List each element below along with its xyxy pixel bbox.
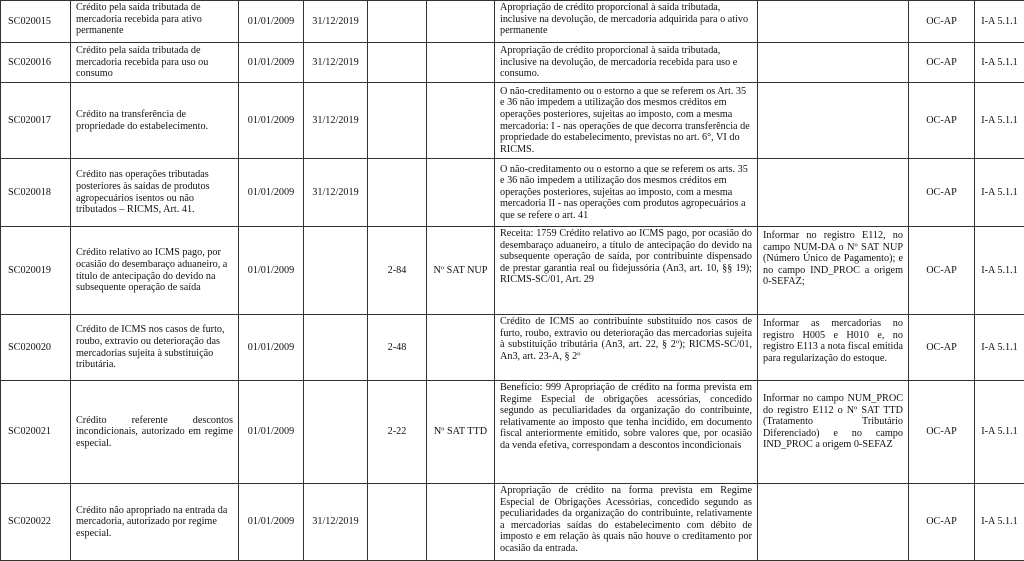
sat-cell [427, 159, 495, 227]
end-date-cell: 31/12/2019 [304, 159, 368, 227]
description-cell: Crédito de ICMS nos casos de furto, roubo, extravio ou deterioração das mercadorias sujeita à substituição tributária. [71, 315, 239, 381]
legal-basis-cell: Receita: 1759 Crédito relativo ao ICMS pago, por ocasião do desembaraço aduaneiro, a título de antecipação do devido na subsequente operação de saída, por contribuinte dispensado de prestar garantia real ou fidejussória (An3, art. 10, §§ 19); RICMS-SC/01, Art. 29 [495, 227, 758, 315]
ap-cell: OC-AP [909, 484, 975, 561]
sat-cell: Nº SAT TTD [427, 381, 495, 484]
table-row [1, 315, 1024, 381]
reference-cell: I-A 5.1.1 [975, 381, 1024, 484]
start-date-cell: 01/01/2009 [239, 315, 304, 381]
description-cell: Crédito pela saída tributada de mercadoria recebida para uso ou consumo [71, 43, 239, 83]
notes-cell: Informar as mercadorias no registro H005 e H010 e, no registro E113 a nota fiscal emitida para regularização do estoque. [758, 315, 909, 381]
legal-basis-cell: Apropriação de crédito proporcional à saída tributada, inclusive na devolução, de mercadoria recebida para uso e consumo. [495, 43, 758, 83]
start-date-cell: 01/01/2009 [239, 381, 304, 484]
end-date-cell: 31/12/2019 [304, 484, 368, 561]
code-cell: SC020018 [1, 159, 71, 227]
ap-cell: OC-AP [909, 43, 975, 83]
gia-code-cell [368, 83, 427, 159]
reference-cell: I-A 5.1.1 [975, 43, 1024, 83]
start-date-cell: 01/01/2009 [239, 159, 304, 227]
code-cell: SC020021 [1, 381, 71, 484]
ap-cell: OC-AP [909, 315, 975, 381]
description-cell: Crédito pela saída tributada de mercadoria recebida para ativo permanente [71, 1, 239, 43]
end-date-cell: 31/12/2019 [304, 43, 368, 83]
gia-code-cell [368, 484, 427, 561]
reference-cell: I-A 5.1.1 [975, 227, 1024, 315]
code-cell: SC020020 [1, 315, 71, 381]
notes-cell: Informar no campo NUM_PROC do registro E112 o Nº SAT TTD (Tratamento Tributário Diferenciado) e no campo IND_PROC a origem 0-SEFAZ [758, 381, 909, 484]
start-date-cell: 01/01/2009 [239, 227, 304, 315]
start-date-cell: 01/01/2009 [239, 43, 304, 83]
end-date-cell [304, 381, 368, 484]
end-date-cell [304, 227, 368, 315]
ap-cell: OC-AP [909, 381, 975, 484]
gia-code-cell [368, 159, 427, 227]
legal-basis-cell: Crédito de ICMS ao contribuinte substituído nos casos de furto, roubo, extravio ou deterioração das mercadorias sujeita à substituição tributária (An3, art. 22, § 2º); RICMS-SC/01, An3, art. 23-A, § 2º [495, 315, 758, 381]
sat-cell [427, 43, 495, 83]
start-date-cell: 01/01/2009 [239, 484, 304, 561]
description-cell: Crédito referente descontos incondicionais, autorizado em regime especial. [71, 381, 239, 484]
gia-code-cell: 2-84 [368, 227, 427, 315]
sat-cell: Nº SAT NUP [427, 227, 495, 315]
ap-cell: OC-AP [909, 1, 975, 43]
code-cell: SC020016 [1, 43, 71, 83]
legal-basis-cell: O não-creditamento ou o estorno a que se referem os arts. 35 e 36 não impedem a utilização dos mesmos créditos em operações posteriores, sujeitas ao imposto, com a mesma mercadoria II - nas operações com produtos agropecuários a que se refere o art. 41 [495, 159, 758, 227]
start-date-cell: 01/01/2009 [239, 1, 304, 43]
legal-basis-cell: Apropriação de crédito na forma prevista em Regime Especial de Obrigações Acessórias, concedido segundo as peculiaridades da organização do contribuinte, relativamente a mercadorias saídas do estabelecimento com débito de imposto e em relação às quais não houve o creditamento por ocasião da entrada. [495, 484, 758, 561]
code-cell: SC020019 [1, 227, 71, 315]
table-row [1, 227, 1024, 315]
end-date-cell: 31/12/2019 [304, 83, 368, 159]
gia-code-cell [368, 1, 427, 43]
table-row [1, 484, 1024, 561]
notes-cell [758, 83, 909, 159]
table-row [1, 381, 1024, 484]
reference-cell: I-A 5.1.1 [975, 1, 1024, 43]
legal-basis-cell: Benefício: 999 Apropriação de crédito na forma prevista em Regime Especial de obrigações acessórias, concedido segundo as peculiaridades da organização do contribuinte, relativamente ao imposto que tenha incidido, em documento fiscal anteriormente emitido, sobre valores que, por ocasião da venda efetiva, correspondam a descontos incondicionais [495, 381, 758, 484]
gia-code-cell [368, 43, 427, 83]
notes-cell [758, 484, 909, 561]
reference-cell: I-A 5.1.1 [975, 83, 1024, 159]
reference-cell: I-A 5.1.1 [975, 484, 1024, 561]
table-row [1, 159, 1024, 227]
sat-cell [427, 315, 495, 381]
legal-basis-cell: O não-creditamento ou o estorno a que se referem os Art. 35 e 36 não impedem a utilização dos mesmos créditos em operações posteriores, sujeitas ao imposto, com a mesma mercadoria: I - nas operações de que decorra transferência de propriedade do estabelecimento, previstas no art. 6°, VI do RICMS. [495, 83, 758, 159]
reference-cell: I-A 5.1.1 [975, 159, 1024, 227]
code-cell: SC020015 [1, 1, 71, 43]
start-date-cell: 01/01/2009 [239, 83, 304, 159]
ap-cell: OC-AP [909, 159, 975, 227]
ap-cell: OC-AP [909, 83, 975, 159]
notes-cell: Informar no registro E112, no campo NUM-DA o Nº SAT NUP (Número Único de Pagamento); e no campo IND_PROC a origem 0-SEFAZ; [758, 227, 909, 315]
description-cell: Crédito nas operações tributadas posteriores às saídas de produtos agropecuários isentos ou não tributados – RICMS, Art. 41. [71, 159, 239, 227]
end-date-cell [304, 315, 368, 381]
gia-code-cell: 2-48 [368, 315, 427, 381]
notes-cell [758, 159, 909, 227]
sat-cell [427, 1, 495, 43]
notes-cell [758, 43, 909, 83]
sat-cell [427, 83, 495, 159]
end-date-cell: 31/12/2019 [304, 1, 368, 43]
notes-cell [758, 1, 909, 43]
table-row [1, 83, 1024, 159]
table-row [1, 1, 1024, 43]
gia-code-cell: 2-22 [368, 381, 427, 484]
code-cell: SC020017 [1, 83, 71, 159]
description-cell: Crédito não apropriado na entrada da mercadoria, autorizado por regime especial. [71, 484, 239, 561]
legal-basis-cell: Apropriação de crédito proporcional à saída tributada, inclusive na devolução, de mercadoria adquirida para o ativo permanente [495, 1, 758, 43]
table-row [1, 43, 1024, 83]
sat-cell [427, 484, 495, 561]
reference-cell: I-A 5.1.1 [975, 315, 1024, 381]
code-cell: SC020022 [1, 484, 71, 561]
description-cell: Crédito relativo ao ICMS pago, por ocasião do desembaraço aduaneiro, a título de antecipação do devido na subsequente operação de saída [71, 227, 239, 315]
ap-cell: OC-AP [909, 227, 975, 315]
description-cell: Crédito na transferência de propriedade do estabelecimento. [71, 83, 239, 159]
